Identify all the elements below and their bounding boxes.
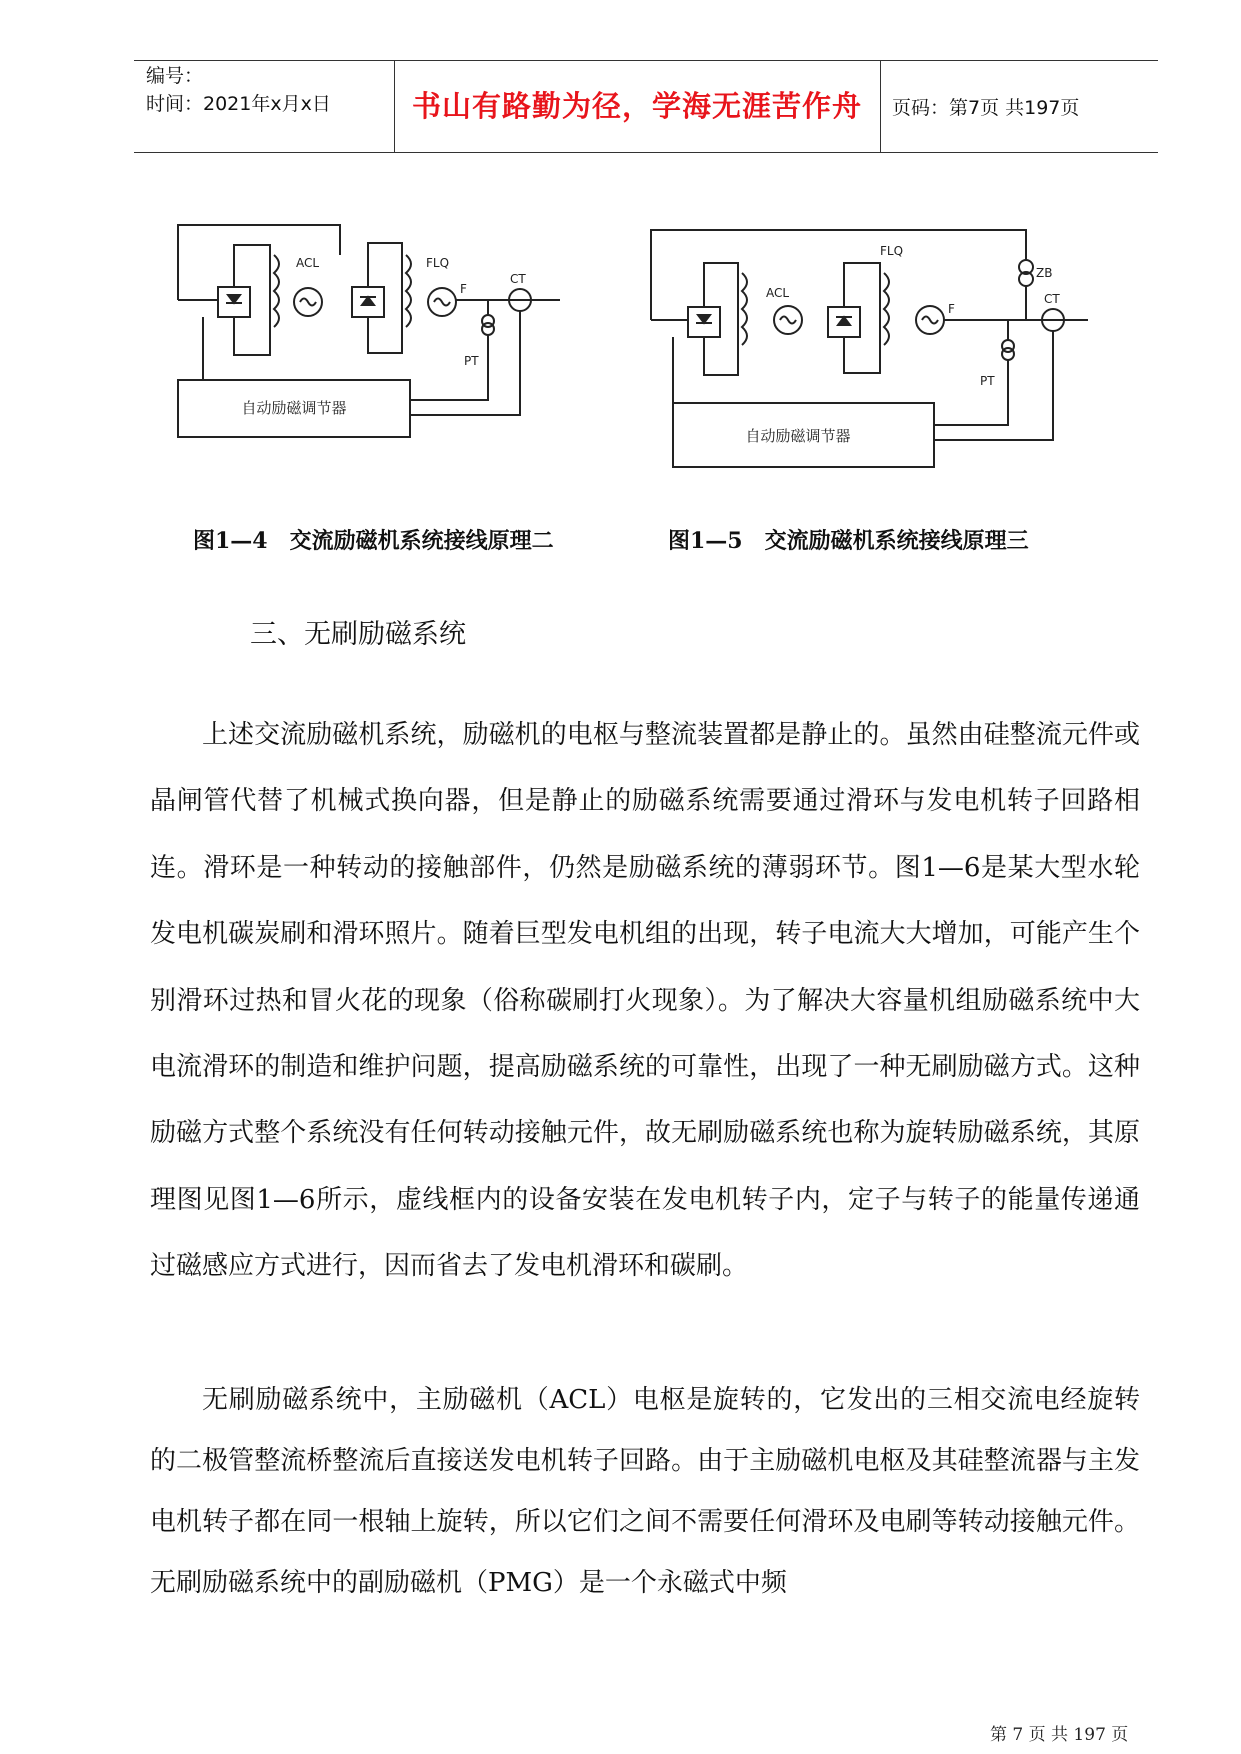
section-heading: 三、无刷励磁系统 [250,619,466,650]
header-meta [146,62,331,118]
body-paragraph: 无刷励磁系统中，主励磁机（ACL）电枢是旋转的，它发出的三相交流电经旋转的二极管整流桥整流后直接送发电机转子回路。由于主励磁机电枢及其硅整流器与主发电机转子都在同一根轴上旋转，所以它们之间不需要任何滑环及电刷等转动接触元件。无刷励磁系统中的副励磁机（PMG）是一个永磁式中频 [150,1385,1140,1598]
body-paragraph: 上述交流励磁机系统，励磁机的电枢与整流装置都是静止的。虽然由硅整流元件或晶闸管代替了机械式换向器，但是静止的励磁系统需要通过滑环与发电机转子回路相连。滑环是一种转动的接触部件，仍然是励磁系统的薄弱环节。图1—6是某大型水轮发电机碳炭刷和滑环照片。随着巨型发电机组的出现，转子电流大大增加，可能产生个别滑环过热和冒火花的现象（俗称碳刷打火现象）。为了解决大容量机组励磁系统中大电流滑环的制造和维护问题，提高励磁系统的可靠性，出现了一种无刷励磁方式。这种励磁方式整个系统没有任何转动接触元件，故无刷励磁系统也称为旋转励磁系统，其原理图见图1—6所示，虚线框内的设备安装在发电机转子内，定子与转子的能量传递通过磁感应方式进行，因而省去了发电机滑环和碳刷。 [150,720,1140,1282]
header-divider-2 [880,60,881,152]
figure-1-5-caption: 图1—5 交流励磁机系统接线原理三 [668,528,1029,554]
header-page-label: 页码：第7页 共197页 [892,97,1080,119]
figure-1-4-acl-label: ACL [296,256,320,270]
figure-1-5-zb-label: ZB [1036,266,1053,280]
header-bottom-rule [134,152,1158,153]
figure-1-5-acl-label: ACL [766,286,790,300]
figure-1-5-f-label: F [948,302,955,316]
document-number-label: 编号： [146,65,204,87]
figure-1-4-flq-label: FLQ [426,256,450,270]
header-motto: 书山有路勤为径，学海无涯苦作舟 [411,89,862,123]
figure-1-5-regulator-label: 自动励磁调节器 [745,427,851,445]
document-time-label: 时间：2021年x月x日 [146,93,331,115]
figure-1-5-diagram [648,225,1088,505]
figure-1-5-pt-label: PT [980,374,995,388]
figure-1-4-regulator-label: 自动励磁调节器 [241,399,347,417]
figure-1-4-f-label: F [460,282,467,296]
page-footer: 第 7 页 共 197 页 [990,1725,1129,1745]
figure-1-5-flq-label: FLQ [880,244,904,258]
header-divider-1 [394,60,395,152]
figure-1-4-pt-label: PT [464,354,479,368]
header-top-rule [134,60,1158,61]
figure-1-4-caption: 图1—4 交流励磁机系统接线原理二 [193,528,554,554]
figure-1-4-ct-label: CT [510,272,526,286]
figure-1-4-diagram [170,215,650,495]
figure-1-5-ct-label: CT [1044,292,1060,306]
